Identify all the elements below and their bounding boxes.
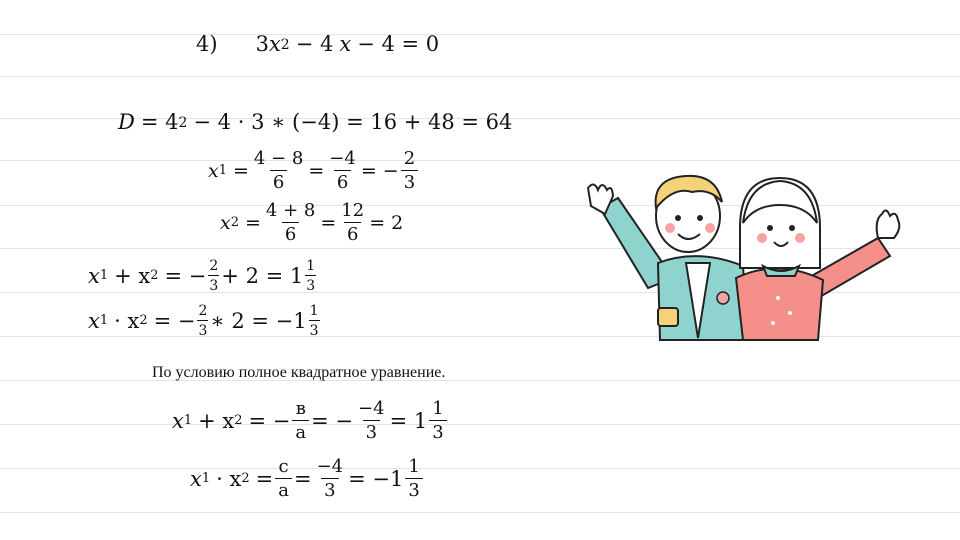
fraction: $\frac{-4}{3}$ xyxy=(316,456,344,501)
ruled-line xyxy=(0,76,960,77)
mixed-fraction: $\frac{1}{3}$ xyxy=(429,400,446,442)
fraction: $\frac{2}{3}$ xyxy=(401,150,418,192)
fraction: $\frac{12}{6}$ xyxy=(341,200,365,245)
problem-number: 4) xyxy=(196,32,218,56)
fraction: $\frac{в}{а}$ xyxy=(292,400,309,442)
mixed-fraction: $\frac{1}{3}$ xyxy=(306,258,316,294)
fraction: $\frac{2}{3}$ xyxy=(198,303,208,339)
discriminant-line: D = 4 2 − 4 · 3 ∗ (−4) = 16 + 48 = 64 xyxy=(118,110,513,134)
mixed-fraction: $\frac{1}{3}$ xyxy=(309,303,319,339)
root-x1-line: x 1 = $\frac{4 - 8}{6}$ = $\frac{-4}{6}$ = − $\frac{2}{3}$ xyxy=(208,150,420,192)
root-x2-line: x 2 = $\frac{4 + 8}{6}$ = $\frac{12}{6}$ = 2 xyxy=(220,200,404,245)
fraction: $\frac{-4}{6}$ xyxy=(329,148,356,193)
ruled-line xyxy=(0,468,960,469)
fraction: $\frac{2}{3}$ xyxy=(209,258,219,294)
fraction: $\frac{с}{а}$ xyxy=(275,458,292,500)
fraction: $\frac{4 - 8}{6}$ xyxy=(253,148,304,193)
ruled-line xyxy=(0,424,960,425)
ruled-line xyxy=(0,512,960,513)
vieta-sum-line: x 1 + x 2 = − $\frac{2}{3}$ + 2 = 1 $\frac{1}{3}$ xyxy=(88,258,316,294)
fraction: $\frac{-4}{3}$ xyxy=(358,398,385,443)
vieta-product-line: x 1 · x 2 = − $\frac{2}{3}$ ∗ 2 = −1 $\frac{1}{3}$ xyxy=(88,303,319,339)
ruled-line xyxy=(0,380,960,381)
mixed-fraction: $\frac{1}{3}$ xyxy=(405,458,422,500)
vieta-sum-formula: x 1 + x 2 = − $\frac{в}{а}$ = − $\frac{-4}{3}$ = 1 $\frac{1}{3}$ xyxy=(172,400,449,442)
problem-equation: 4) 3 x 2 − 4 x − 4 = 0 xyxy=(196,32,440,56)
fraction: $\frac{4 + 8}{6}$ xyxy=(265,200,316,245)
ruled-line xyxy=(0,34,960,35)
condition-note: По условию полное квадратное уравнение. xyxy=(152,364,446,381)
vieta-product-formula: x 1 · x 2 = $\frac{с}{а}$ = $\frac{-4}{3}$ = −1 $\frac{1}{3}$ xyxy=(190,458,425,500)
waving-kids-illustration xyxy=(578,168,908,346)
ruled-line xyxy=(0,160,960,161)
